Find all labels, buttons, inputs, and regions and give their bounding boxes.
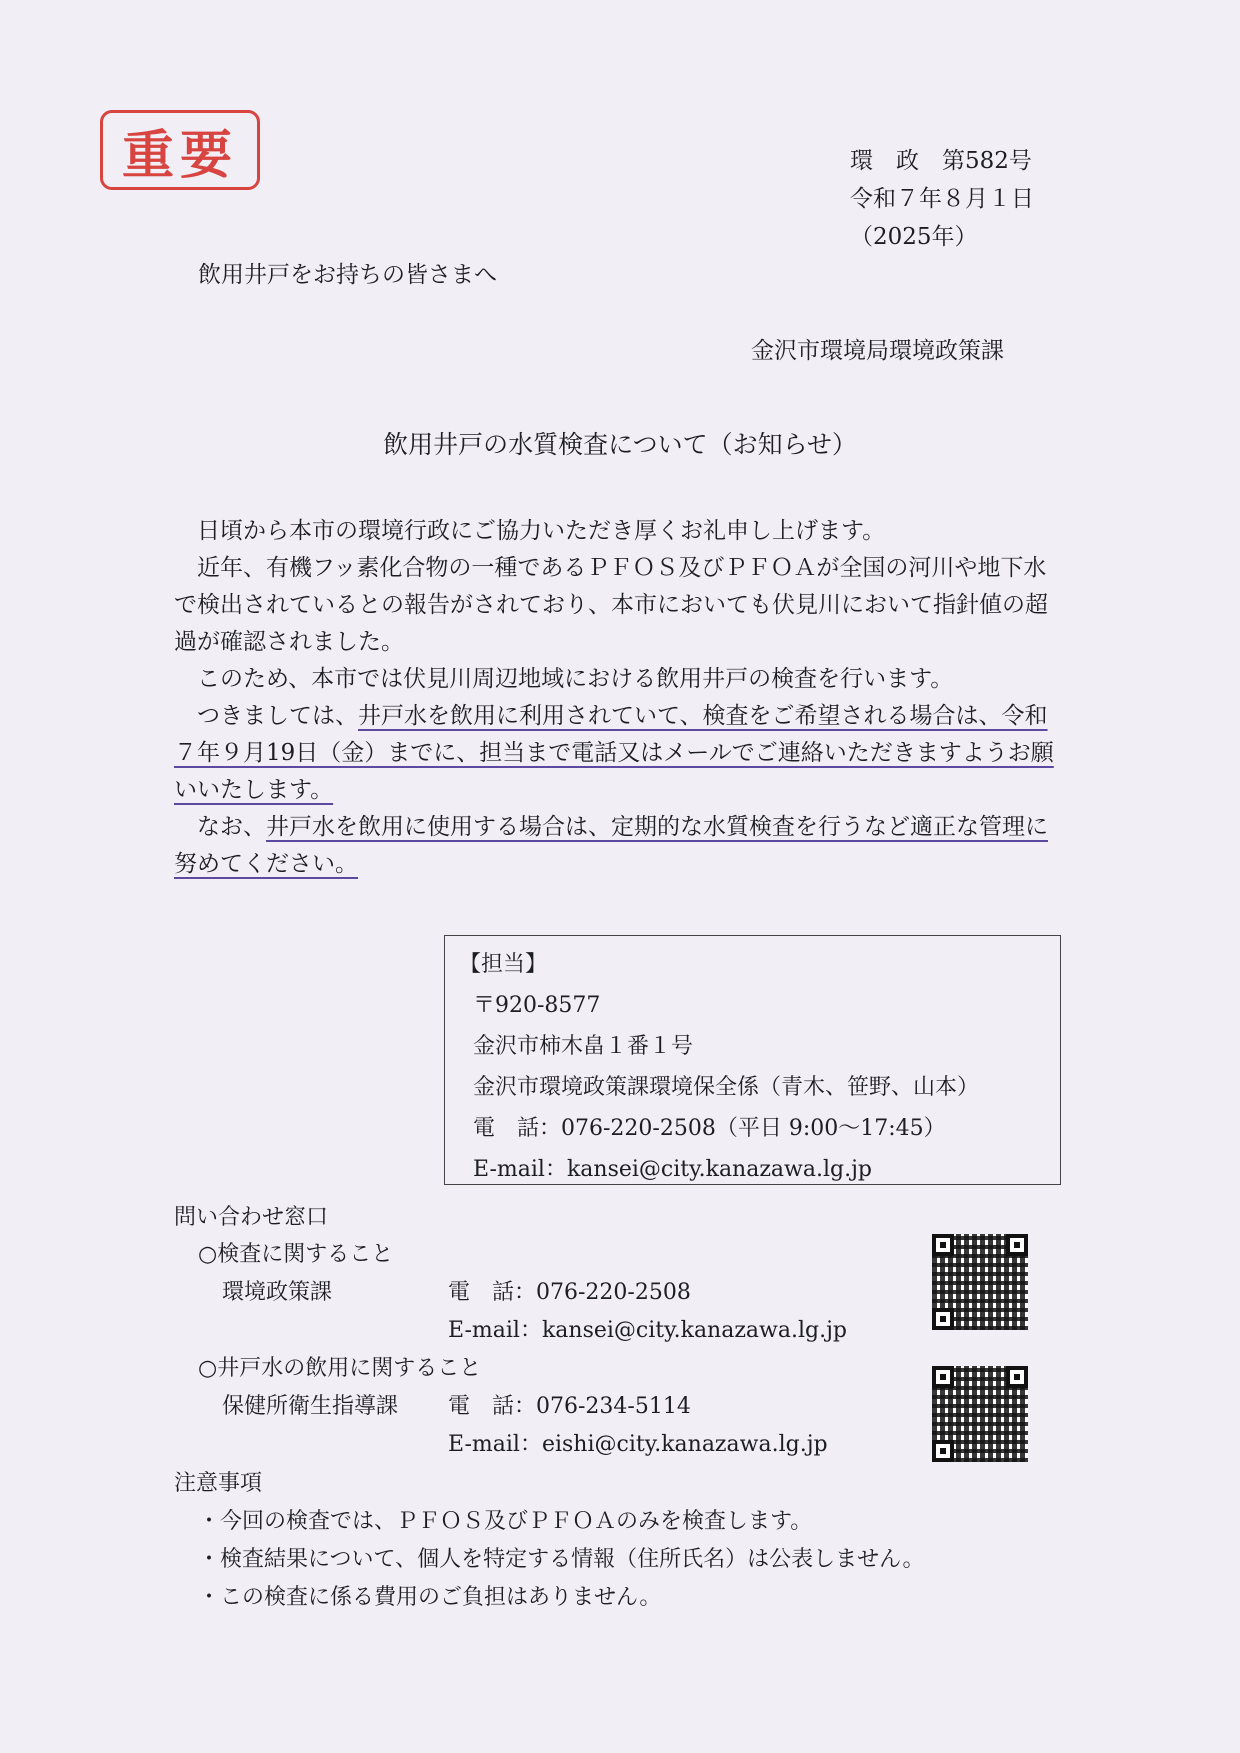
- inquiry-tel-drinking: 電 話：076-234-5114: [448, 1394, 691, 1419]
- inquiry-tel-inspection: 電 話：076-220-2508: [448, 1280, 691, 1305]
- paragraph-background: 近年、有機フッ素化合物の一種であるＰＦＯＳ及びＰＦＯＡが全国の河川や地下水で検出されているとの報告がされており、本市においても伏見川において指針値の超過が確認されました。: [174, 555, 1048, 655]
- important-stamp: 重要: [100, 110, 260, 190]
- note-item: ・今回の検査では、ＰＦＯＳ及びＰＦＯＡのみを検査します。: [198, 1509, 813, 1534]
- request-lead: つきましては、: [197, 703, 358, 729]
- document-date: 令和７年８月１日: [850, 186, 1034, 212]
- sender: 金沢市環境局環境政策課: [751, 338, 1004, 364]
- paragraph-greeting: 日頃から本市の環境行政にご協力いただき厚くお礼申し上げます。: [197, 518, 886, 544]
- contact-tel: 電 話：076-220-2508（平日 9:00～17:45）: [473, 1116, 946, 1141]
- management-lead: なお、: [197, 814, 266, 840]
- contact-postal: 〒920-8577: [473, 993, 601, 1018]
- inquiry-dept-drinking: 保健所衛生指導課: [222, 1394, 399, 1419]
- note-item: ・検査結果について、個人を特定する情報（住所氏名）は公表しません。: [198, 1547, 925, 1572]
- note-item: ・この検査に係る費用のご負担はありません。: [198, 1585, 662, 1610]
- contact-address: 金沢市柿木畠１番１号: [473, 1034, 694, 1059]
- inquiry-email-inspection[interactable]: E-mail：kansei@city.kanazawa.lg.jp: [448, 1318, 848, 1343]
- contact-dept: 金沢市環境政策課環境保全係（青木、笹野、山本）: [473, 1075, 980, 1100]
- paragraph-request: [174, 698, 1064, 809]
- paragraph-inspection: このため、本市では伏見川周辺地域における飲用井戸の検査を行います。: [197, 666, 954, 692]
- addressee: 飲用井戸をお持ちの皆さまへ: [198, 262, 497, 288]
- contact-email[interactable]: E-mail：kansei@city.kanazawa.lg.jp: [473, 1157, 873, 1182]
- qr-code-icon: [932, 1234, 1028, 1330]
- document-year: （2025年）: [850, 224, 978, 250]
- contact-box: [444, 935, 1061, 1185]
- paragraph-management: [174, 809, 1064, 883]
- inquiry-dept-inspection: 環境政策課: [222, 1280, 333, 1305]
- request-underlined: 井戸水を飲用に利用されていて、検査をご希望される場合は、令和７年９月19日（金）までに、担当まで電話又はメールでご連絡いただきますようお願いいたします。: [174, 703, 1054, 803]
- qr-code-icon: [932, 1366, 1028, 1462]
- reference-block: [850, 142, 1034, 256]
- body-text: [174, 513, 1064, 883]
- document-title: 飲用井戸の水質検査について（お知らせ）: [383, 430, 857, 459]
- management-underlined: 井戸水を飲用に使用する場合は、定期的な水質検査を行うなど適正な管理に努めてください。: [174, 814, 1048, 877]
- inquiry-email-drinking[interactable]: E-mail：eishi@city.kanazawa.lg.jp: [448, 1432, 828, 1457]
- inquiry-topic-inspection: ○検査に関すること: [198, 1242, 394, 1267]
- inquiry-heading: 問い合わせ窓口: [174, 1205, 329, 1230]
- contact-heading: 【担当】: [459, 952, 548, 977]
- notes-heading: 注意事項: [174, 1471, 263, 1496]
- document-number: 環 政 第582号: [850, 148, 1032, 174]
- inquiry-topic-drinking: ○井戸水の飲用に関すること: [198, 1356, 482, 1381]
